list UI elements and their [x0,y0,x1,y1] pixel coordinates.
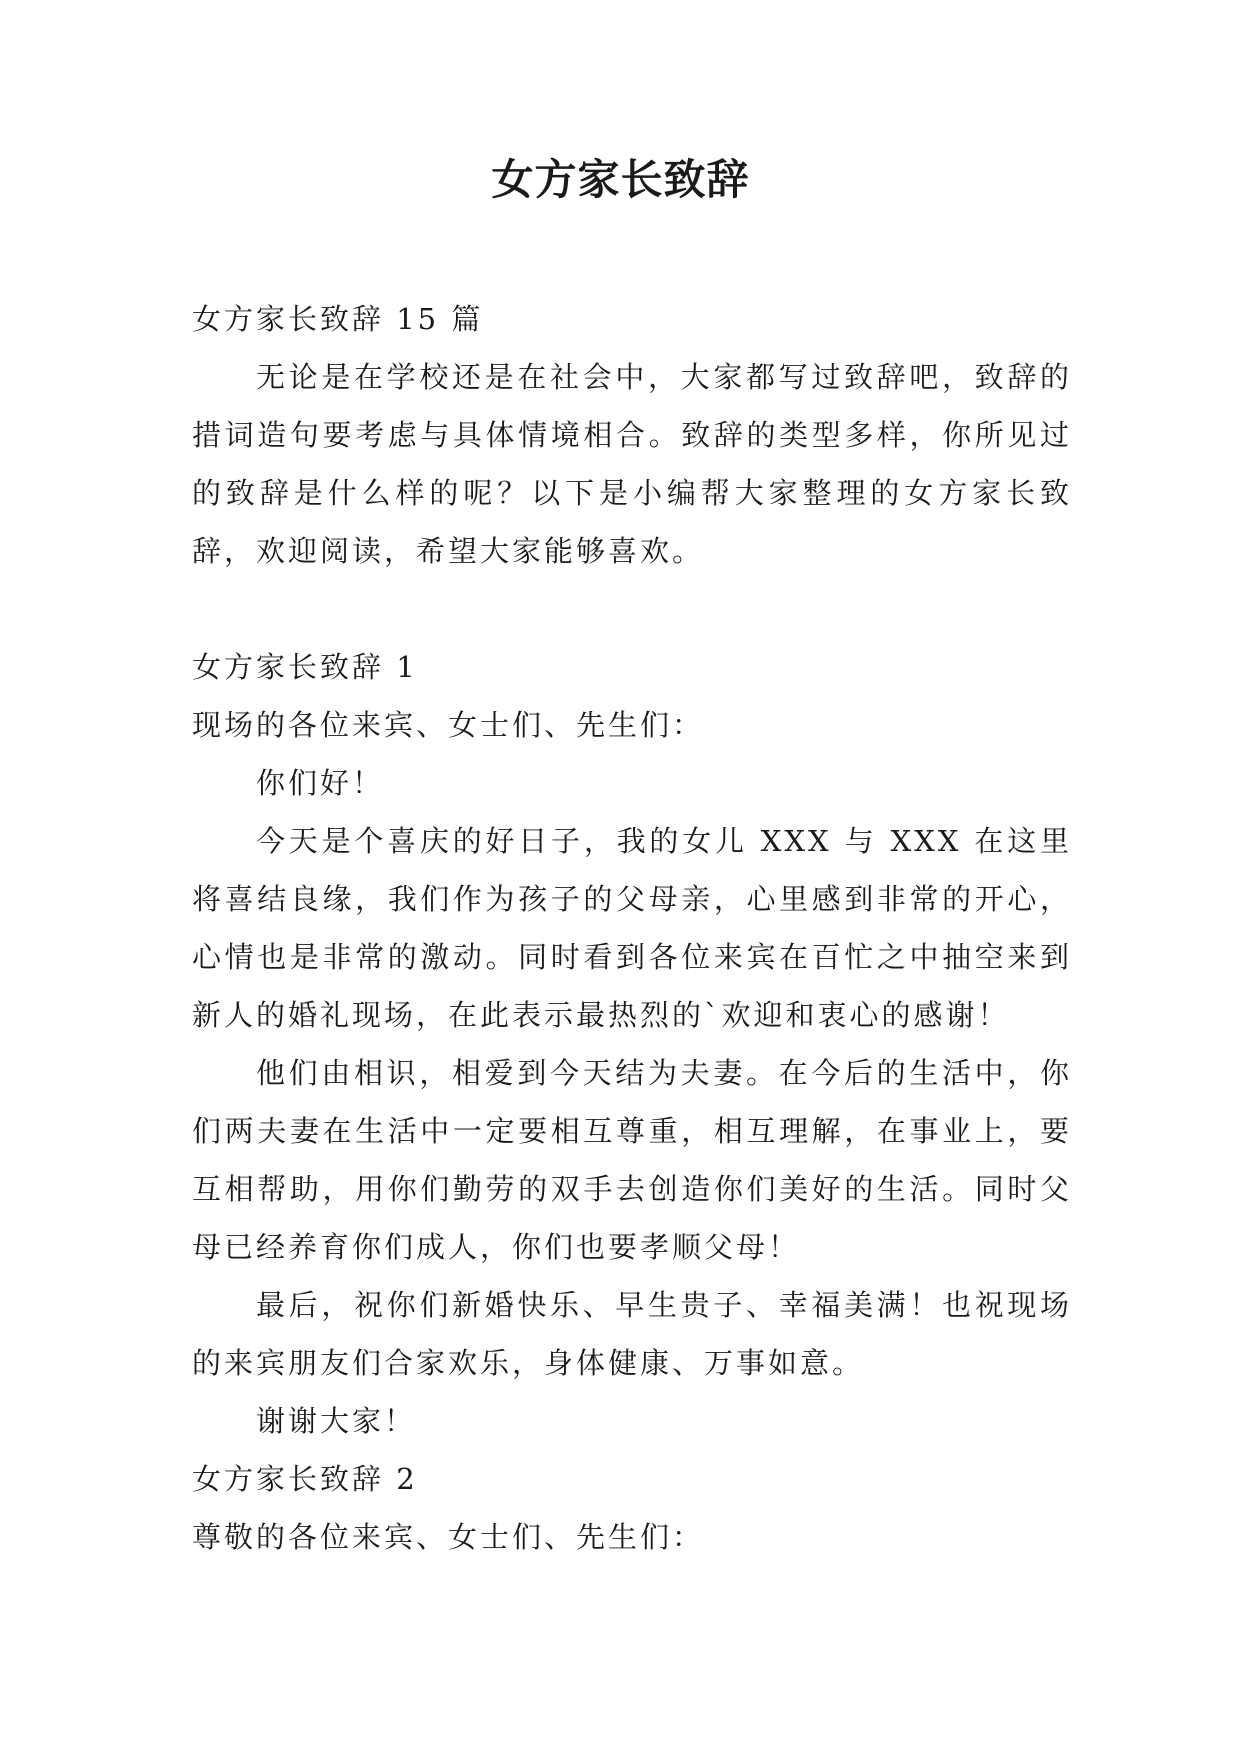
section-1-closing: 谢谢大家！ [256,1404,417,1438]
document-title: 女方家长致辞 [491,155,750,204]
section-2-heading: 女方家长致辞 2 [192,1462,418,1496]
section-1-salutation: 现场的各位来宾、女士们、先生们： [192,708,705,742]
section-1-greeting: 你们好！ [256,766,385,800]
section-spacer [192,580,1072,638]
section-2-salutation: 尊敬的各位来宾、女士们、先生们： [192,1520,705,1554]
section-1-paragraph-3: 最后，祝你们新婚快乐、早生贵子、幸福美满！也祝现场的来宾朋友们合家欢乐，身体健康、万事如意。 [192,1288,1072,1380]
document-body [192,290,1072,1566]
intro-paragraph: 无论是在学校还是在社会中，大家都写过致辞吧，致辞的措词造句要考虑与具体情境相合。致辞的类型多样，你所见过的致辞是什么样的呢？以下是小编帮大家整理的女方家长致辞，欢迎阅读，希望大家能够喜欢。 [192,360,1072,568]
collection-subtitle: 女方家长致辞 15 篇 [192,302,484,336]
section-1-paragraph-1: 今天是个喜庆的好日子，我的女儿 XXX 与 XXX 在这里将喜结良缘，我们作为孩子的父母亲，心里感到非常的开心，心情也是非常的激动。同时看到各位来宾在百忙之中抽空来到新人的婚礼现场，在此表示最热烈的`欢迎和衷心的感谢！ [192,824,1072,1032]
section-1-heading: 女方家长致辞 1 [192,650,418,684]
section-1-paragraph-2: 他们由相识，相爱到今天结为夫妻。在今后的生活中，你们两夫妻在生活中一定要相互尊重，相互理解，在事业上，要互相帮助，用你们勤劳的双手去创造你们美好的生活。同时父母已经养育你们成人，你们也要孝顺父母！ [192,1056,1072,1264]
